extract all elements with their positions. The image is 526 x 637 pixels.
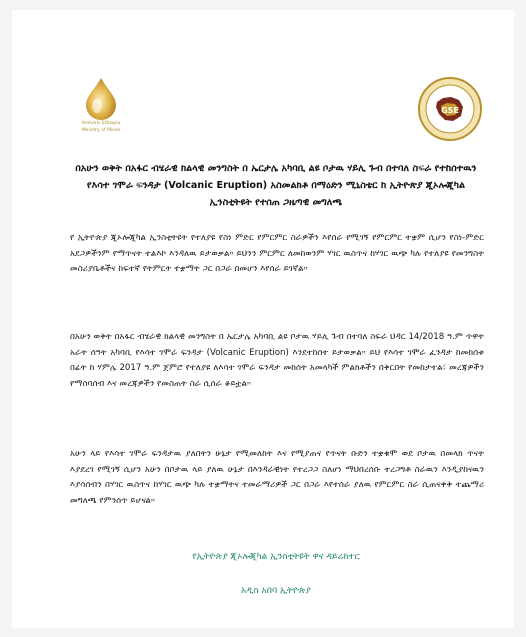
paragraph-institute-intro: የ ኢትዮጵያ ጂኦሎጂካል ኢንስቲትዩት የተለያዩ የስነ ምድር የምርምር ስራዎችን እየሰራ የሚገኝ የምርምር ተቋም ሲሆን የስነ-ምድር አደጋዎችንም የማጥናት ተልእኮ እንዳለዉ ይታወቃል። ይህንን ምርምር ለመከወንም ሃገር ዉስጥና ከሃገር ዉጭ ካሉ የተለያዩ የመንግስት መስሪያቤቶችና ከፍተኛ የትምርት ተቋማት ጋር በጋራ በመሆን እየሰራ ይገኛል። (70, 233, 484, 274)
paragraph-current-status: አሁን ላይ የእሳተ ገሞራ ፍንዳታዉ ያለበትን ሁኔታ የሚመለከት እና የሚያጠና የጥናት ቡድን ተቋቁሞ ወደ ቦታዉ በመላክ ጥናት እያደረገ የሚገኝ ሲሆን አሁን በቦታዉ ላይ ያለዉ ሁኔታ በእንዳራዊነት የተረጋጋ ስለሆነ ማህበረሰቡ ተረጋግቶ ስራዉን እንዲያከናዉን እያሳሰብን በሃገር ዉስጥና ከሃገር ዉጭ ካሉ ተቋማትና ተመራማሪዎች ጋር በጋራ እየተሰራ ያለዉ የምርምር ስራ ሲጠናቀቅ ተጨማሪ መግለጫ የምንሰጥ ይሆናል። (70, 449, 484, 506)
ministry-of-mines-logo (58, 76, 144, 134)
gold-drop-icon (82, 76, 120, 120)
press-release-page (12, 10, 514, 628)
seal-emblem-text: GSE (441, 106, 459, 115)
paragraph-eruption-event: በአሁን ወቅት በአፋር ብሄራዊ ክልላዊ መንግስት በ ኤርታሌ አካባቢ ልዩ ቦታዉ ሃይሊ ጉብ በተባለ ስፍራ ህዳር 14/2018 ዓ.ም ጥዋት አራት ሰዓት አካባቢ የእሳተ ገሞራ ፍንዳታ (Volcanic Eruption) እንደተከሰተ ይታወቃል። ይህ የእሳተ ገሞራ ፈንዳታ ከመከሰቱ በፊት ከ ሃምሌ 2017 ዓ.ም ጀምሮ የተለያዩ ለእሳተ ገሞራ ፍንዳታ መከሰት አመላካች ምልክቶችን በቅርበት የመከታተል፣ መረጃዎችን የማሰባሰብ እና መረጃዎችን የመስጠት ስራ ሲሰራ ቆይቷል። (70, 332, 484, 389)
signature-director-title: የኢትዮጵያ ጂኦሎጂካል ኢንስቲትዩት ዋና ዳይሬክተር (192, 552, 360, 562)
logo-caption-line-2: Ministry of Mines (81, 128, 121, 133)
signature-location: አዲስ አበባ ኢትዮጵያ (240, 586, 311, 596)
geological-institute-seal-icon (417, 76, 483, 142)
press-release-title: በአሁን ወቅት በአፋር ብሄራዊ ክልላዊ መንግስት በ ኤርታሌ አካባቢ ልዩ ቦታዉ ሃይሊ ጉብ በተባለ ስፍራ የተከሰተዉን የእሳተ ገሞራ ፍንዳታ (Volcanic Eruption) አስመልክቶ በማዕድን ሚኒስቴር ከ ኢትዮጵያ ጂኦሎጂካል ኢንስቲትዩት የተሰጠ ጋዜጣዊ መግለጫ (75, 163, 477, 208)
logo-caption-line-1: Amharic Ethiopia (81, 121, 121, 126)
